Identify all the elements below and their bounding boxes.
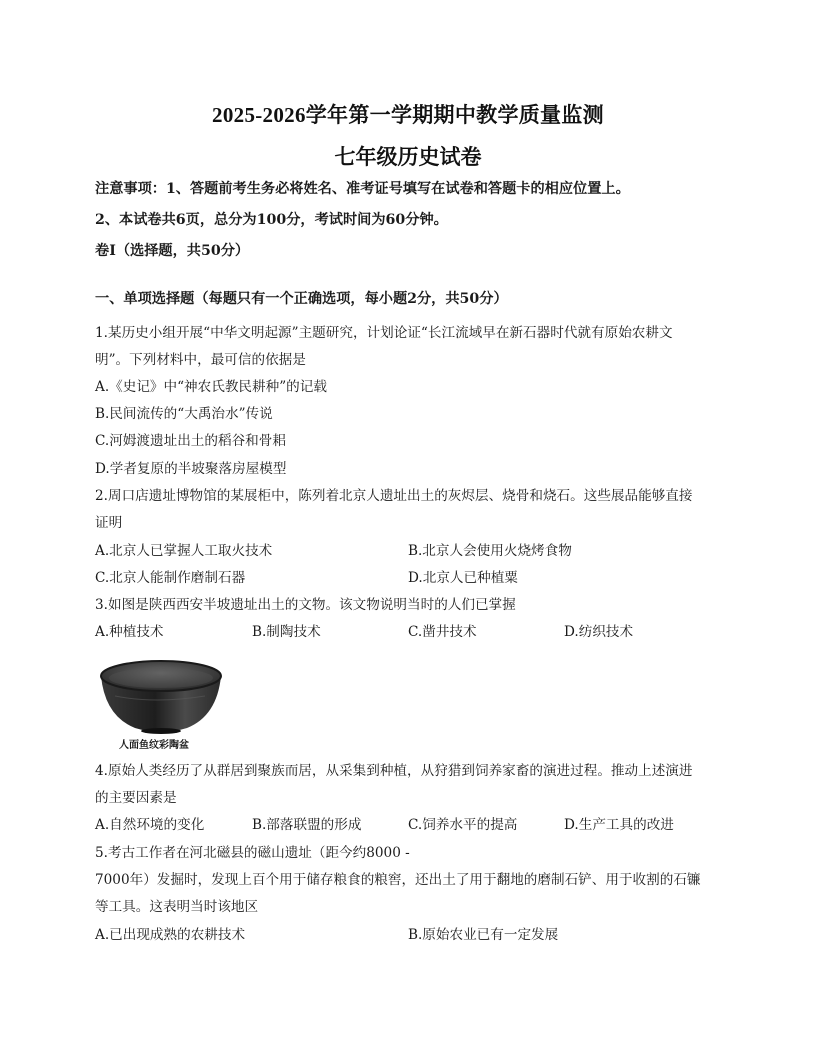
- q1-stem-line-2: 明”。下列材料中，最可信的依据是: [95, 352, 306, 368]
- q2-stem-line-1: 2.周口店遗址博物馆的某展柜中，陈列着北京人遗址出土的灰烬层、烧骨和烧石。这些展品能够直接: [95, 488, 693, 504]
- q5-option-a: A.已出现成熟的农耕技术: [95, 927, 246, 943]
- q3-stem: 3.如图是陕西西安半坡遗址出土的文物。该文物说明当时的人们已掌握: [95, 597, 516, 613]
- q3-option-b: B.制陶技术: [252, 624, 321, 640]
- q4-option-d: D.生产工具的改进: [564, 817, 674, 833]
- exam-subtitle: 七年级历史试卷: [334, 145, 482, 169]
- q2-option-a: A.北京人已掌握人工取火技术: [95, 543, 273, 559]
- q4-stem-line-2: 的主要因素是: [95, 790, 177, 806]
- q4-option-c: C.饲养水平的提高: [408, 817, 518, 833]
- q3-option-c: C.凿井技术: [408, 624, 477, 640]
- q1-stem-line-1: 1.某历史小组开展“中华文明起源”主题研究，计划论证“长江流域早在新石器时代就有原始农耕文: [95, 325, 673, 341]
- q5-stem-line-3: 等工具。这表明当时该地区: [95, 899, 259, 915]
- exam-title: 2025-2026学年第一学期期中教学质量监测: [212, 103, 604, 127]
- q2-stem-line-2: 证明: [95, 515, 123, 531]
- q1-option-c: C.河姆渡遗址出土的稻谷和骨耜: [95, 433, 286, 449]
- q5-stem-line-1: 5.考古工作者在河北磁县的磁山遗址（距今约8000 -: [95, 845, 410, 861]
- q5-option-b: B.原始农业已有一定发展: [408, 927, 559, 943]
- q1-option-a: A.《史记》中“神农氏教民耕种”的记载: [95, 379, 327, 395]
- q4-stem-line-1: 4.原始人类经历了从群居到聚族而居，从采集到种植，从狩猎到饲养家畜的演进过程。推动上述演进: [95, 763, 693, 779]
- notice-line-2: 2、本试卷共6页，总分为100分，考试时间为60分钟。: [95, 212, 448, 228]
- notice-line-1: 注意事项：1、答题前考生务必将姓名、准考证号填写在试卷和答题卡的相应位置上。: [95, 181, 630, 197]
- q2-option-b: B.北京人会使用火烧烤食物: [408, 543, 572, 559]
- q3-option-a: A.种植技术: [95, 624, 164, 640]
- q1-option-d: D.学者复原的半坡聚落房屋模型: [95, 461, 287, 477]
- q2-option-c: C.北京人能制作磨制石器: [95, 570, 246, 586]
- q2-option-d: D.北京人已种植粟: [408, 570, 518, 586]
- section-heading: 一、单项选择题（每题只有一个正确选项，每小题2分，共50分）: [95, 291, 508, 307]
- figure-caption: 人面鱼纹彩陶盆: [119, 740, 189, 751]
- q4-option-b: B.部落联盟的形成: [252, 817, 362, 833]
- q5-stem-line-2: 7000年）发掘时，发现上百个用于储存粮食的粮窖，还出土了用于翻地的磨制石铲、用于收割的石镰: [95, 872, 701, 888]
- q3-option-d: D.纺织技术: [564, 624, 634, 640]
- volume-label: 卷Ⅰ（选择题，共50分）: [95, 243, 250, 259]
- q4-option-a: A.自然环境的变化: [95, 817, 205, 833]
- pottery-basin-image: [95, 656, 227, 736]
- q1-option-b: B.民间流传的“大禹治水”传说: [95, 406, 273, 422]
- pottery-basin-figure: [95, 656, 227, 752]
